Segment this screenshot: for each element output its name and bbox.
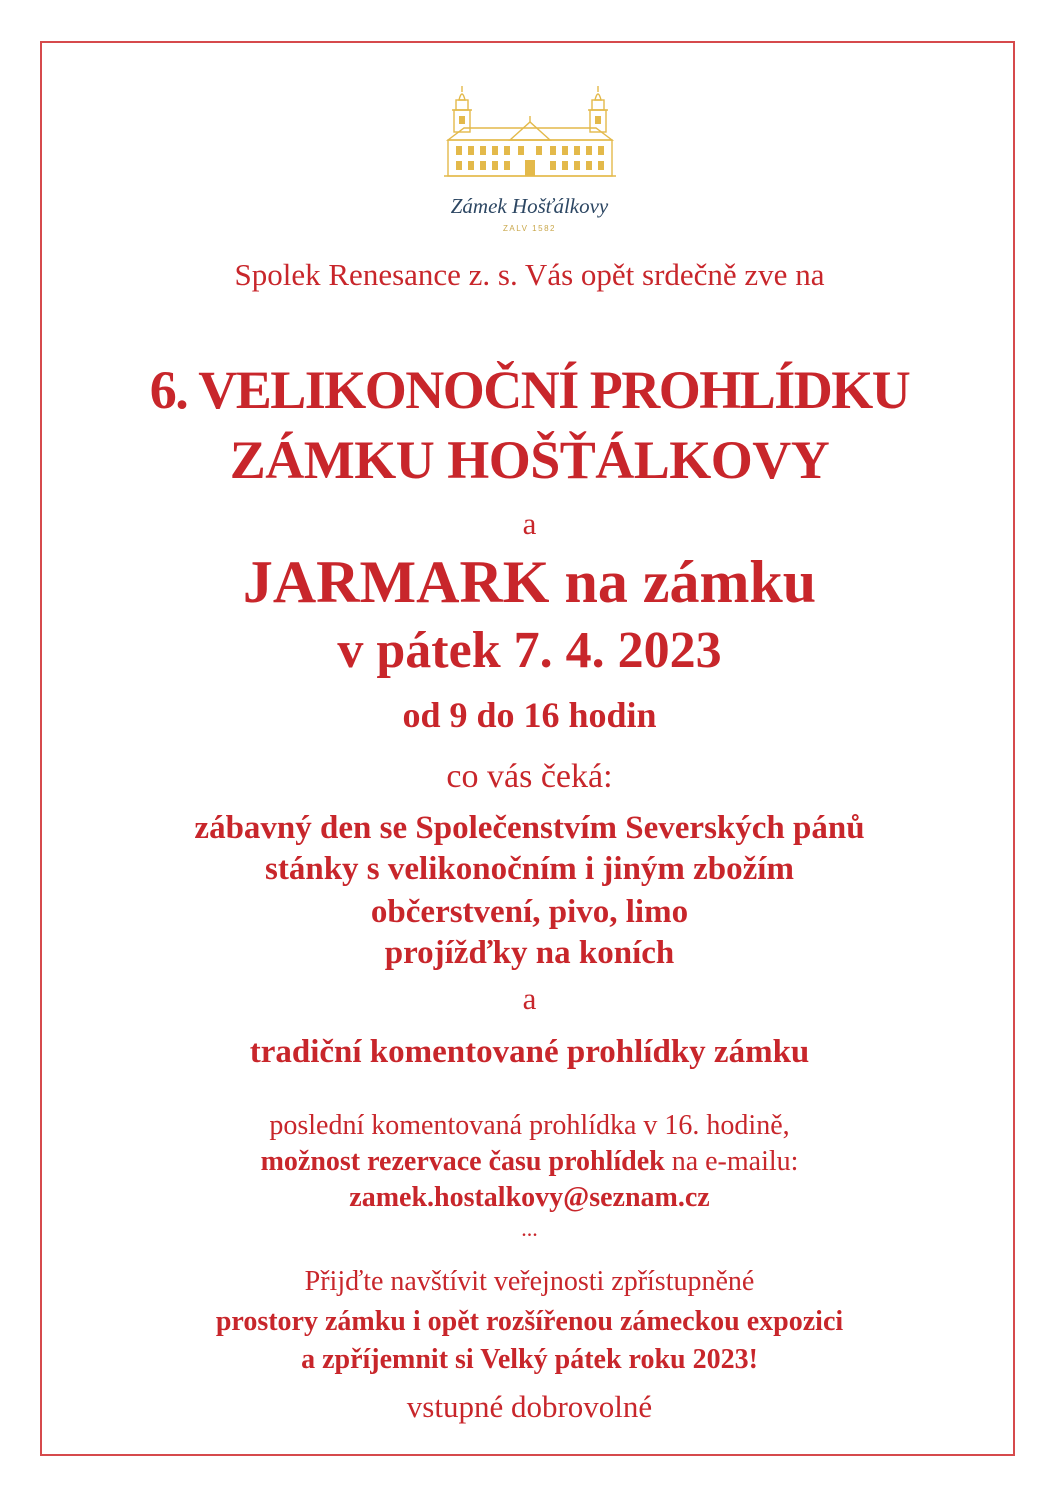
admission-text: vstupné dobrovolné xyxy=(406,1389,653,1424)
reservation-bold: možnost rezervace času prohlídek xyxy=(260,1146,665,1177)
offer-item: projížďky na koních xyxy=(384,935,675,971)
title-line-1: 6. VELIKONOČNÍ PROHLÍDKU xyxy=(149,360,910,420)
offer-item: stánky s velikonočním i jiným zbožím xyxy=(265,851,794,887)
jarmark-heading: JARMARK na zámku xyxy=(242,549,817,615)
castle-icon xyxy=(442,80,618,180)
offer-heading: co vás čeká: xyxy=(446,758,613,795)
last-tour-text: poslední komentovaná prohlídka v 16. hodině, xyxy=(269,1110,790,1141)
offer-item: občerstvení, pivo, limo xyxy=(370,894,689,930)
logo-year: ZALV 1582 xyxy=(503,224,556,233)
intro-text: Spolek Renesance z. s. Vás opět srdečně zve na xyxy=(234,257,825,292)
invite-line-3: a zpříjemnit si Velký pátek roku 2023! xyxy=(301,1344,758,1375)
tours-text: tradiční komentované prohlídky zámku xyxy=(249,1034,810,1070)
event-hours: od 9 do 16 hodin xyxy=(402,695,657,735)
reservation-rest: na e-mailu: xyxy=(664,1146,799,1177)
offer-item: zábavný den se Společenstvím Severských pánů xyxy=(194,810,865,846)
page-border xyxy=(40,41,1015,1456)
logo-name: Zámek Hošťálkovy xyxy=(450,194,609,218)
email-link[interactable]: zamek.hostalkovy@seznam.cz xyxy=(349,1182,710,1213)
reservation-text xyxy=(0,1148,1059,1176)
invite-line-1: Přijďte navštívit veřejnosti zpřístupněné xyxy=(304,1266,755,1297)
title-line-2: ZÁMKU HOŠŤÁLKOVY xyxy=(229,430,830,490)
ellipsis: ... xyxy=(521,1216,538,1241)
connector-a-1: a xyxy=(522,506,537,541)
castle-logo xyxy=(0,80,1059,180)
connector-a-2: a xyxy=(522,981,537,1016)
invite-line-2: prostory zámku i opět rozšířenou zámeckou expozici xyxy=(215,1306,844,1337)
event-date: v pátek 7. 4. 2023 xyxy=(337,622,722,679)
